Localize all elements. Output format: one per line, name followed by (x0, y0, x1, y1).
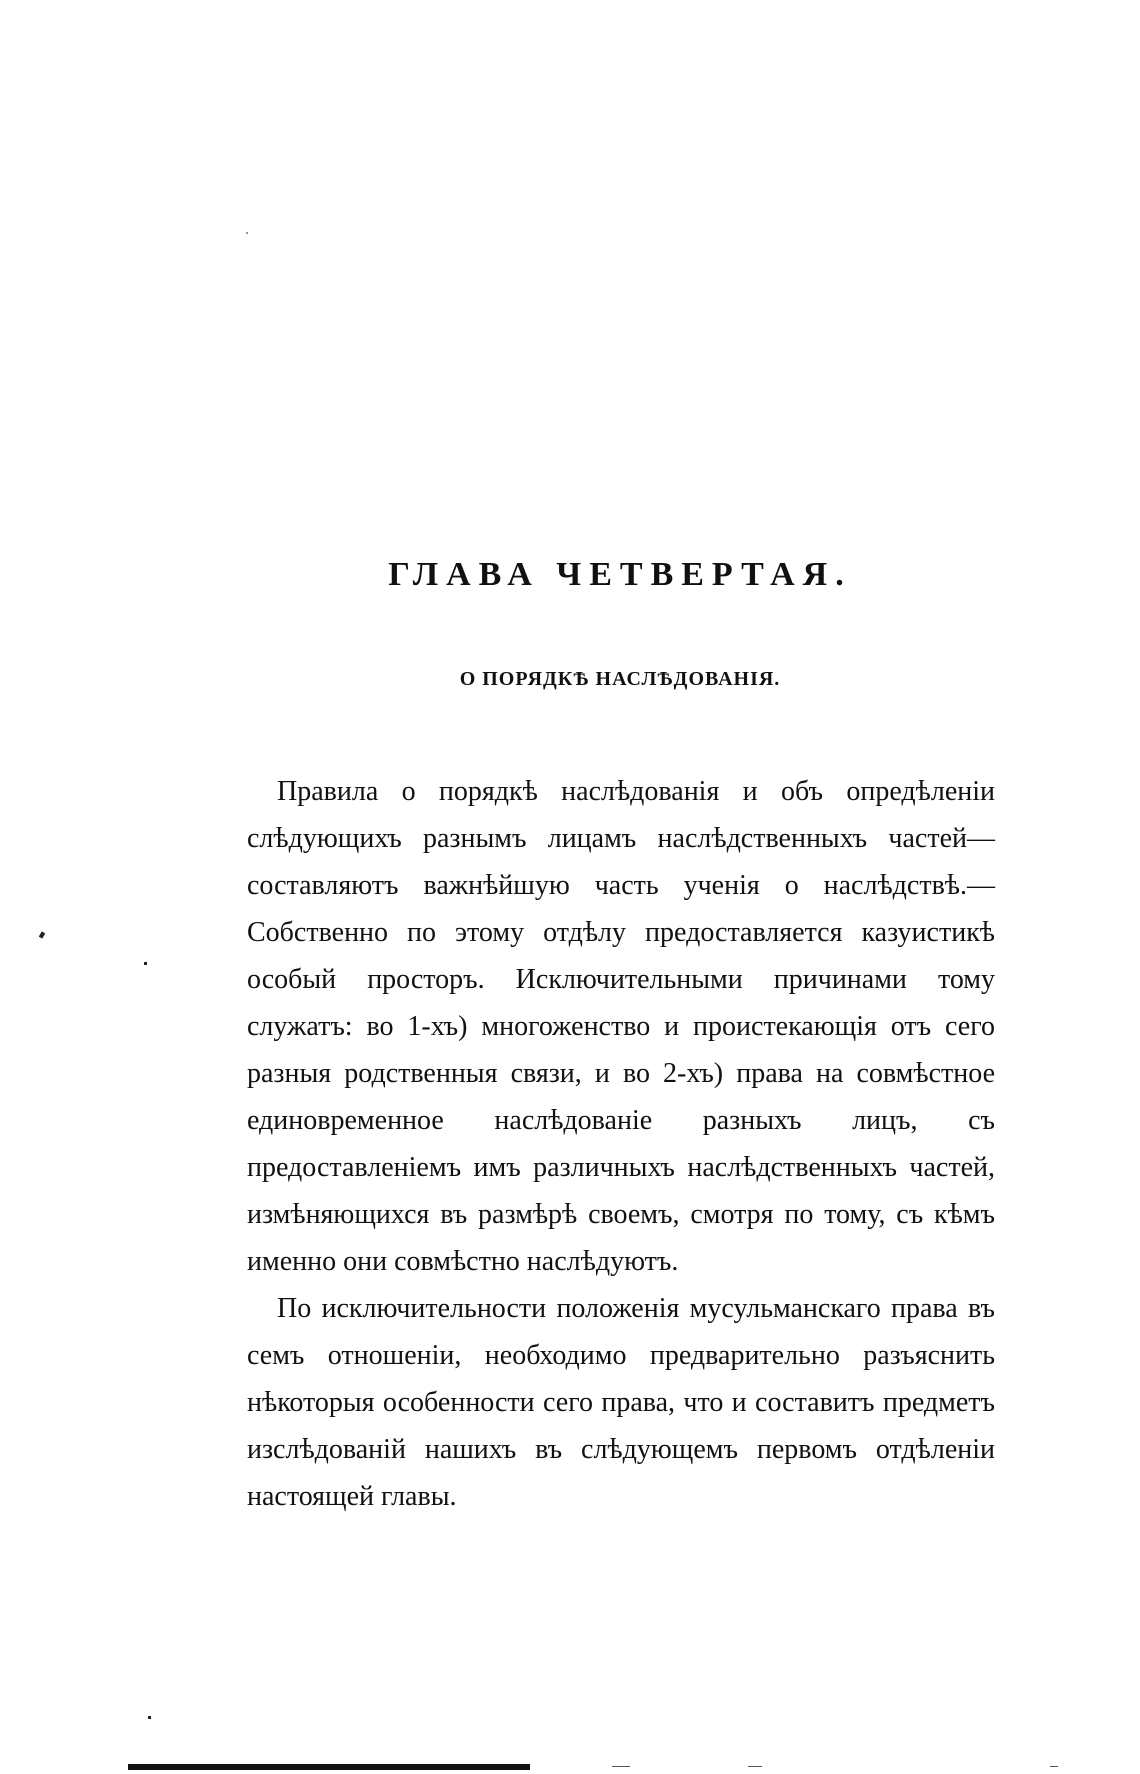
scan-edge-tick (748, 1766, 762, 1767)
chapter-title: ГЛАВА ЧЕТВЕРТАЯ. (388, 556, 852, 593)
body-text (247, 768, 995, 1520)
paragraph: Правила о порядкѣ наслѣдованія и объ опредѣленіи слѣдующихъ разнымъ лицамъ наслѣдственныхъ частей—составляютъ важнѣйшую часть ученія о наслѣдствѣ.—Собственно по этому отдѣлу предоставляется казуистикѣ особый просторъ. Исключительными причинами тому служатъ: во 1-хъ) многоженство и проистекающія отъ сего разныя родственныя связи, и во 2-хъ) права на совмѣстное единовременное наслѣдованіе разныхъ лицъ, съ предоставленіемъ имъ различныхъ наслѣдственныхъ частей, измѣняющихся въ размѣрѣ своемъ, смотря по тому, съ кѣмъ именно они совмѣстно наслѣдуютъ. (247, 776, 995, 1277)
margin-speck (39, 931, 45, 938)
margin-speck (246, 232, 248, 234)
paragraph: По исключительности положенія мусульманскаго права въ семъ отношеніи, необходимо предварительно разъяснить нѣкоторыя особенности сего права, что и составитъ предметъ изслѣдованій нашихъ въ слѣдующемъ первомъ отдѣленіи настоящей главы. (247, 1293, 995, 1512)
margin-speck (144, 962, 147, 965)
scan-edge-rule (128, 1764, 530, 1770)
scan-edge-tick (1050, 1766, 1058, 1767)
scan-edge-tick (612, 1766, 630, 1767)
chapter-subtitle: О ПОРЯДКѢ НАСЛѢДОВАНІЯ. (459, 668, 781, 690)
margin-speck (148, 1716, 151, 1719)
